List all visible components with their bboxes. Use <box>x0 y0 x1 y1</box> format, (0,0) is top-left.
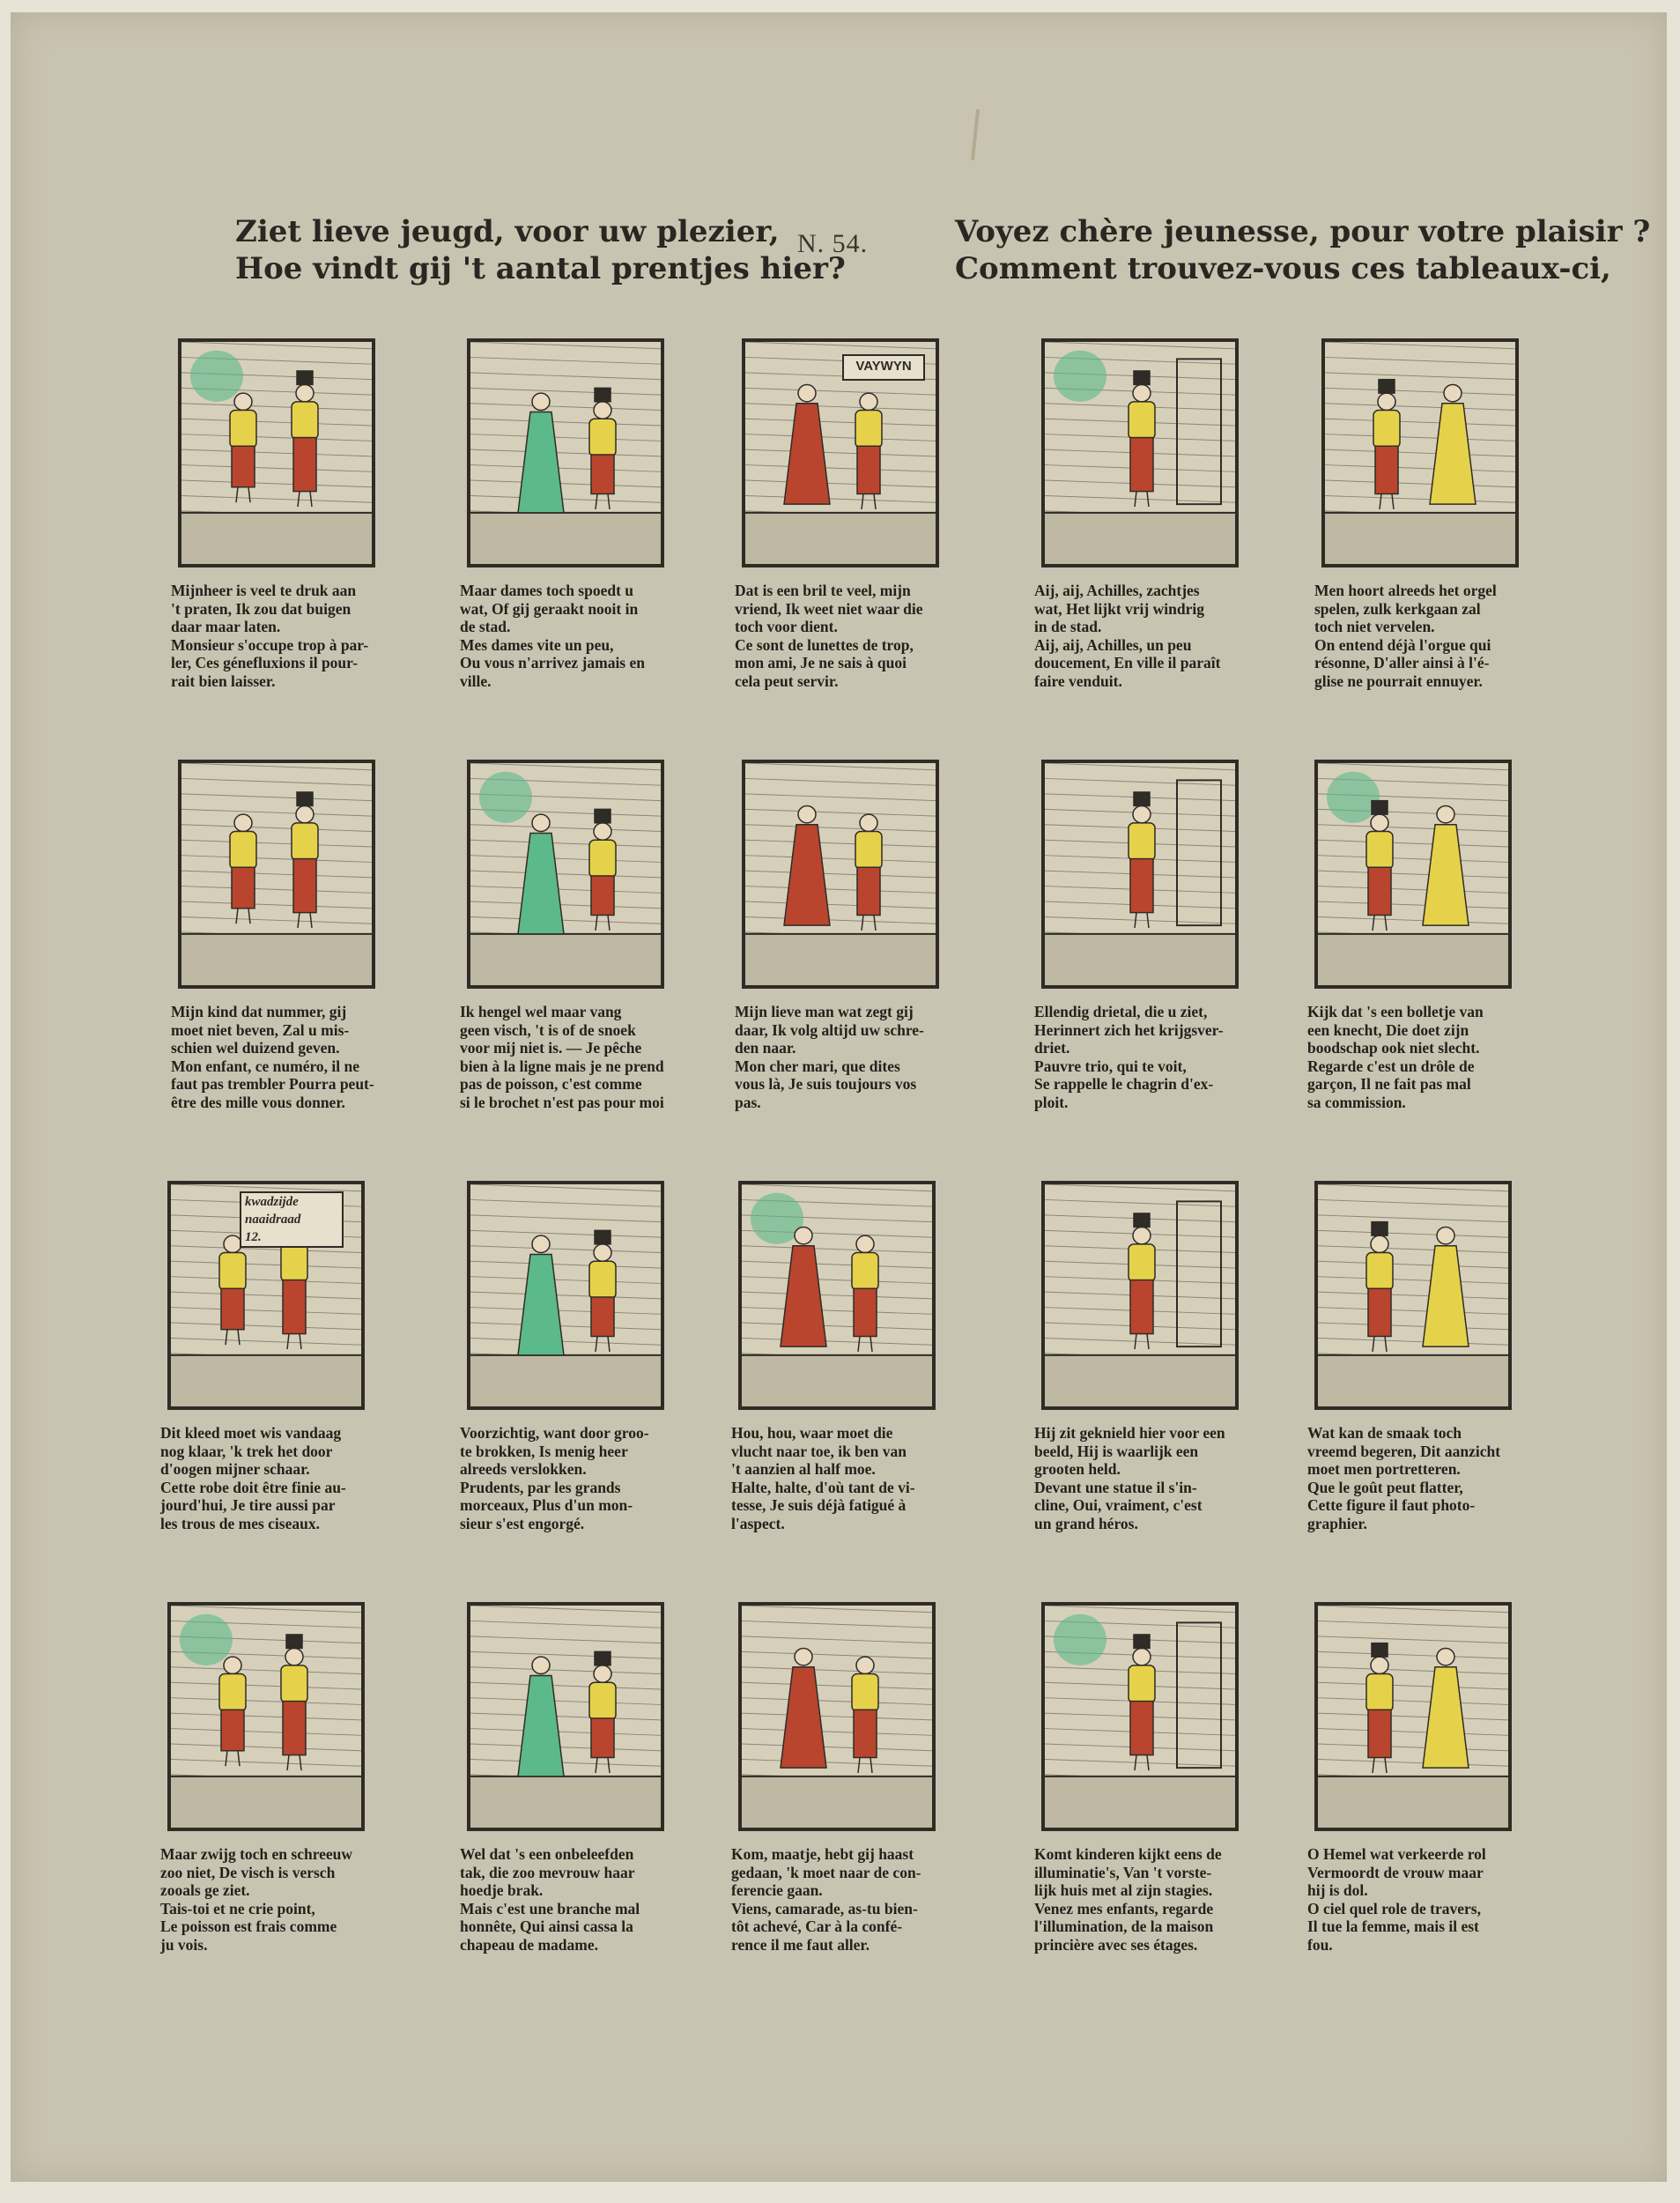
caption-line: een knecht, Die doet zijn <box>1307 1020 1469 1039</box>
header-french <box>955 213 1651 287</box>
shop-sign-text: VAYWYN <box>842 354 925 381</box>
caption-line: rence il me faut aller. <box>731 1935 870 1954</box>
caption-line: un grand héros. <box>1034 1514 1138 1532</box>
panel-caption <box>460 1845 685 1954</box>
caption-line: cela peut servir. <box>735 671 839 690</box>
panel-illustration <box>1041 338 1239 567</box>
caption-line: Ou vous n'arrivez jamais en <box>460 654 645 671</box>
caption-line: l'illumination, de la maison <box>1034 1917 1214 1935</box>
caption-line: Monsieur s'occupe trop à par- <box>171 635 369 654</box>
caption-line: d'oogen mijner schaar. <box>160 1460 310 1478</box>
caption-line: cline, Oui, vraiment, c'est <box>1034 1496 1203 1514</box>
panel-illustration <box>1041 760 1239 989</box>
caption-line: Maar dames toch spoedt u <box>460 582 634 599</box>
panel-illustration <box>167 1181 365 1410</box>
panel-grid <box>160 338 1552 2013</box>
panel-caption <box>1307 1424 1532 1532</box>
panel-illustration <box>467 1181 664 1410</box>
caption-line: sa commission. <box>1307 1093 1406 1111</box>
caption-line: beeld, Hij is waarlijk een <box>1034 1442 1199 1460</box>
caption-line: vreemd begeren, Dit aanzicht <box>1307 1442 1501 1460</box>
caption-line: lijk huis met al zijn stagies. <box>1034 1881 1213 1899</box>
panel-caption <box>460 1424 685 1532</box>
caption-line: spelen, zulk kerkgaan zal <box>1314 599 1481 618</box>
header-french-line1: Voyez chère jeunesse, pour votre plaisir ? <box>955 214 1651 249</box>
caption-line: O Hemel wat verkeerde rol <box>1307 1845 1486 1863</box>
panel-caption <box>731 1845 956 1954</box>
caption-line: de stad. <box>460 618 511 635</box>
caption-line: moet men portretteren. <box>1307 1460 1461 1478</box>
caption-line: être des mille vous donner. <box>171 1093 345 1111</box>
caption-line: boodschap ook niet slecht. <box>1307 1039 1480 1057</box>
caption-line: Mes dames vite un peu, <box>460 635 614 654</box>
caption-line: honnête, Qui ainsi cassa la <box>460 1917 633 1935</box>
caption-line: Aij, aij, Achilles, un peu <box>1034 635 1192 654</box>
caption-line: toch voor dient. <box>735 618 838 635</box>
caption-line: Ce sont de lunettes de trop, <box>735 635 914 654</box>
sheet-number: N. 54. <box>797 229 869 258</box>
caption-line: Cette robe doit être finie au- <box>160 1478 346 1496</box>
panel-caption <box>171 582 396 690</box>
caption-line: mon ami, Je ne sais à quoi <box>735 654 907 671</box>
caption-line: si le brochet n'est pas pour moi <box>460 1093 664 1111</box>
panel-illustration <box>1314 760 1512 989</box>
caption-line: daar, Ik volg altijd uw schre- <box>735 1020 924 1039</box>
caption-line: les trous de mes ciseaux. <box>160 1514 320 1532</box>
caption-line: faire venduit. <box>1034 671 1122 690</box>
caption-line: Vermoordt de vrouw maar <box>1307 1863 1484 1881</box>
panel-illustration <box>738 1602 936 1831</box>
caption-line: Regarde c'est un drôle de <box>1307 1057 1475 1075</box>
caption-line: Mon cher mari, que dites <box>735 1057 900 1075</box>
caption-line: Hij zit geknield hier voor een <box>1034 1424 1225 1442</box>
caption-line: den naar. <box>735 1039 796 1057</box>
caption-line: bien à la ligne mais je ne prend <box>460 1057 664 1075</box>
caption-line: illuminatie's, Van 't vorste- <box>1034 1863 1212 1881</box>
panel-caption <box>160 1845 385 1954</box>
caption-line: Aij, aij, Achilles, zachtjes <box>1034 582 1200 599</box>
caption-line: nog klaar, 'k trek het door <box>160 1442 333 1460</box>
caption-line: Hou, hou, waar moet die <box>731 1424 893 1442</box>
caption-line: rait bien laisser. <box>171 671 276 690</box>
panel-illustration <box>178 760 375 989</box>
caption-line: chapeau de madame. <box>460 1935 599 1954</box>
caption-line: Dat is een bril te veel, mijn <box>735 582 911 599</box>
caption-line: daar maar laten. <box>171 618 281 635</box>
caption-line: Devant une statue il s'in- <box>1034 1478 1197 1496</box>
panel-caption <box>171 1003 396 1111</box>
caption-line: ler, Ces génefluxions il pour- <box>171 654 359 671</box>
caption-line: schien wel duizend geven. <box>171 1039 340 1057</box>
panel-illustration <box>1314 1181 1512 1410</box>
caption-line: sieur s'est engorgé. <box>460 1514 585 1532</box>
panel-caption <box>1314 582 1539 690</box>
caption-line: zooals ge ziet. <box>160 1881 250 1899</box>
caption-line: Tais-toi et ne crie point, <box>160 1899 315 1917</box>
caption-line: Mijnheer is veel te druk aan <box>171 582 357 599</box>
caption-line: Viens, camarade, as-tu bien- <box>731 1899 918 1917</box>
caption-line: Kijk dat 's een bolletje van <box>1307 1003 1484 1020</box>
caption-line: faut pas trembler Pourra peut- <box>171 1075 374 1093</box>
caption-line: grooten held. <box>1034 1460 1121 1478</box>
panel-caption <box>460 582 685 690</box>
caption-line: Mijn lieve man wat zegt gij <box>735 1003 914 1020</box>
caption-line: ferencie gaan. <box>731 1881 823 1899</box>
caption-line: Mais c'est une branche mal <box>460 1899 640 1917</box>
caption-line: résonne, D'aller ainsi à l'é- <box>1314 654 1490 671</box>
panel-illustration <box>467 760 664 989</box>
shop-board-text: kwadzijde naaidraad 12. <box>240 1191 344 1248</box>
caption-line: toch niet vervelen. <box>1314 618 1435 635</box>
caption-line: zoo niet, De visch is versch <box>160 1863 336 1881</box>
caption-line: Wel dat 's een onbeleefden <box>460 1845 634 1863</box>
caption-line: Mijn kind dat nummer, gij <box>171 1003 347 1020</box>
caption-line: pas. <box>735 1093 761 1111</box>
caption-line: 't aanzien al half moe. <box>731 1460 876 1478</box>
panel-caption <box>735 582 959 690</box>
caption-line: moet niet beven, Zal u mis- <box>171 1020 350 1039</box>
caption-line: gedaan, 'k moet naar de con- <box>731 1863 921 1881</box>
caption-line: l'aspect. <box>731 1514 785 1532</box>
caption-line: Cette figure il faut photo- <box>1307 1496 1476 1514</box>
caption-line: Komt kinderen kijkt eens de <box>1034 1845 1222 1863</box>
panel-illustration <box>167 1602 365 1831</box>
caption-line: fou. <box>1307 1935 1333 1954</box>
panel-illustration <box>1041 1181 1239 1410</box>
header-french-line2: Comment trouvez-vous ces tableaux-ci, <box>955 251 1611 286</box>
panel-caption <box>1034 1845 1259 1954</box>
caption-line: ville. <box>460 671 492 690</box>
caption-line: Maar zwijg toch en schreeuw <box>160 1845 353 1863</box>
panel-caption <box>1307 1845 1532 1954</box>
panel-caption <box>1034 1424 1259 1532</box>
caption-line: jourd'hui, Je tire aussi par <box>160 1496 336 1514</box>
caption-line: wat, Of gij geraakt nooit in <box>460 599 639 618</box>
caption-line: pas de poisson, c'est comme <box>460 1075 642 1093</box>
caption-line: te brokken, Is menig heer <box>460 1442 628 1460</box>
caption-line: geen visch, 't is of de snoek <box>460 1020 636 1039</box>
header-dutch-line2: Hoe vindt gij 't aantal prentjes hier? <box>235 251 846 286</box>
caption-line: ploit. <box>1034 1093 1069 1111</box>
caption-line: wat, Het lijkt vrij windrig <box>1034 599 1204 618</box>
caption-line: hoedje brak. <box>460 1881 544 1899</box>
caption-line: O ciel quel role de travers, <box>1307 1899 1481 1917</box>
caption-line: vous là, Je suis toujours vos <box>735 1075 917 1093</box>
caption-line: Halte, halte, d'où tant de vi- <box>731 1478 915 1496</box>
caption-line: Herinnert zich het krijgsver- <box>1034 1020 1224 1039</box>
caption-line: Ellendig drietal, die u ziet, <box>1034 1003 1208 1020</box>
caption-line: Il tue la femme, mais il est <box>1307 1917 1479 1935</box>
panel-illustration <box>742 338 939 567</box>
header-dutch-line1: Ziet lieve jeugd, voor uw plezier, <box>235 214 780 249</box>
caption-line: Mon enfant, ce numéro, il ne <box>171 1057 360 1075</box>
caption-line: Que le goût peut flatter, <box>1307 1478 1463 1496</box>
caption-line: Se rappelle le chagrin d'ex- <box>1034 1075 1214 1093</box>
panel-caption <box>1307 1003 1532 1111</box>
caption-line: driet. <box>1034 1039 1070 1057</box>
panel-illustration <box>178 338 375 567</box>
caption-line: Men hoort alreeds het orgel <box>1314 582 1497 599</box>
caption-line: doucement, En ville il paraît <box>1034 654 1221 671</box>
panel-illustration <box>1314 1602 1512 1831</box>
panel-caption <box>731 1424 956 1532</box>
panel-caption <box>1034 1003 1259 1111</box>
panel-caption <box>160 1424 385 1532</box>
caption-line: alreeds verslokken. <box>460 1460 587 1478</box>
caption-line: garçon, Il ne fait pas mal <box>1307 1075 1471 1093</box>
caption-line: morceaux, Plus d'un mon- <box>460 1496 633 1514</box>
paper-stain <box>971 109 980 160</box>
caption-line: On entend déjà l'orgue qui <box>1314 635 1491 654</box>
panel-illustration <box>1041 1602 1239 1831</box>
panel-illustration <box>742 760 939 989</box>
caption-line: tôt achevé, Car à la confé- <box>731 1917 903 1935</box>
panel-illustration <box>467 1602 664 1831</box>
caption-line: Le poisson est frais comme <box>160 1917 337 1935</box>
panel-caption <box>1034 582 1259 690</box>
caption-line: glise ne pourrait ennuyer. <box>1314 671 1483 690</box>
caption-line: vlucht naar toe, ik ben van <box>731 1442 907 1460</box>
caption-line: Venez mes enfants, regarde <box>1034 1899 1214 1917</box>
panel-illustration <box>1321 338 1519 567</box>
caption-line: Prudents, par les grands <box>460 1478 621 1496</box>
caption-line: Dit kleed moet wis vandaag <box>160 1424 342 1442</box>
caption-line: in de stad. <box>1034 618 1102 635</box>
print-sheet <box>11 12 1667 2182</box>
caption-line: tesse, Je suis déjà fatigué à <box>731 1496 907 1514</box>
caption-line: hij is dol. <box>1307 1881 1368 1899</box>
caption-line: Voorzichtig, want door groo- <box>460 1424 649 1442</box>
panel-illustration <box>738 1181 936 1410</box>
caption-line: vriend, Ik weet niet waar die <box>735 599 923 618</box>
caption-line: graphier. <box>1307 1514 1367 1532</box>
caption-line: princière avec ses étages. <box>1034 1935 1198 1954</box>
panel-illustration <box>467 338 664 567</box>
panel-caption <box>735 1003 959 1111</box>
caption-line: Ik hengel wel maar vang <box>460 1003 622 1020</box>
panel-caption <box>460 1003 685 1111</box>
caption-line: Kom, maatje, hebt gij haast <box>731 1845 914 1863</box>
caption-line: Wat kan de smaak toch <box>1307 1424 1462 1442</box>
caption-line: Pauvre trio, qui te voit, <box>1034 1057 1187 1075</box>
caption-line: voor mij niet is. — Je pêche <box>460 1039 642 1057</box>
caption-line: 't praten, Ik zou dat buigen <box>171 599 352 618</box>
caption-line: tak, die zoo mevrouw haar <box>460 1863 635 1881</box>
caption-line: ju vois. <box>160 1935 208 1954</box>
